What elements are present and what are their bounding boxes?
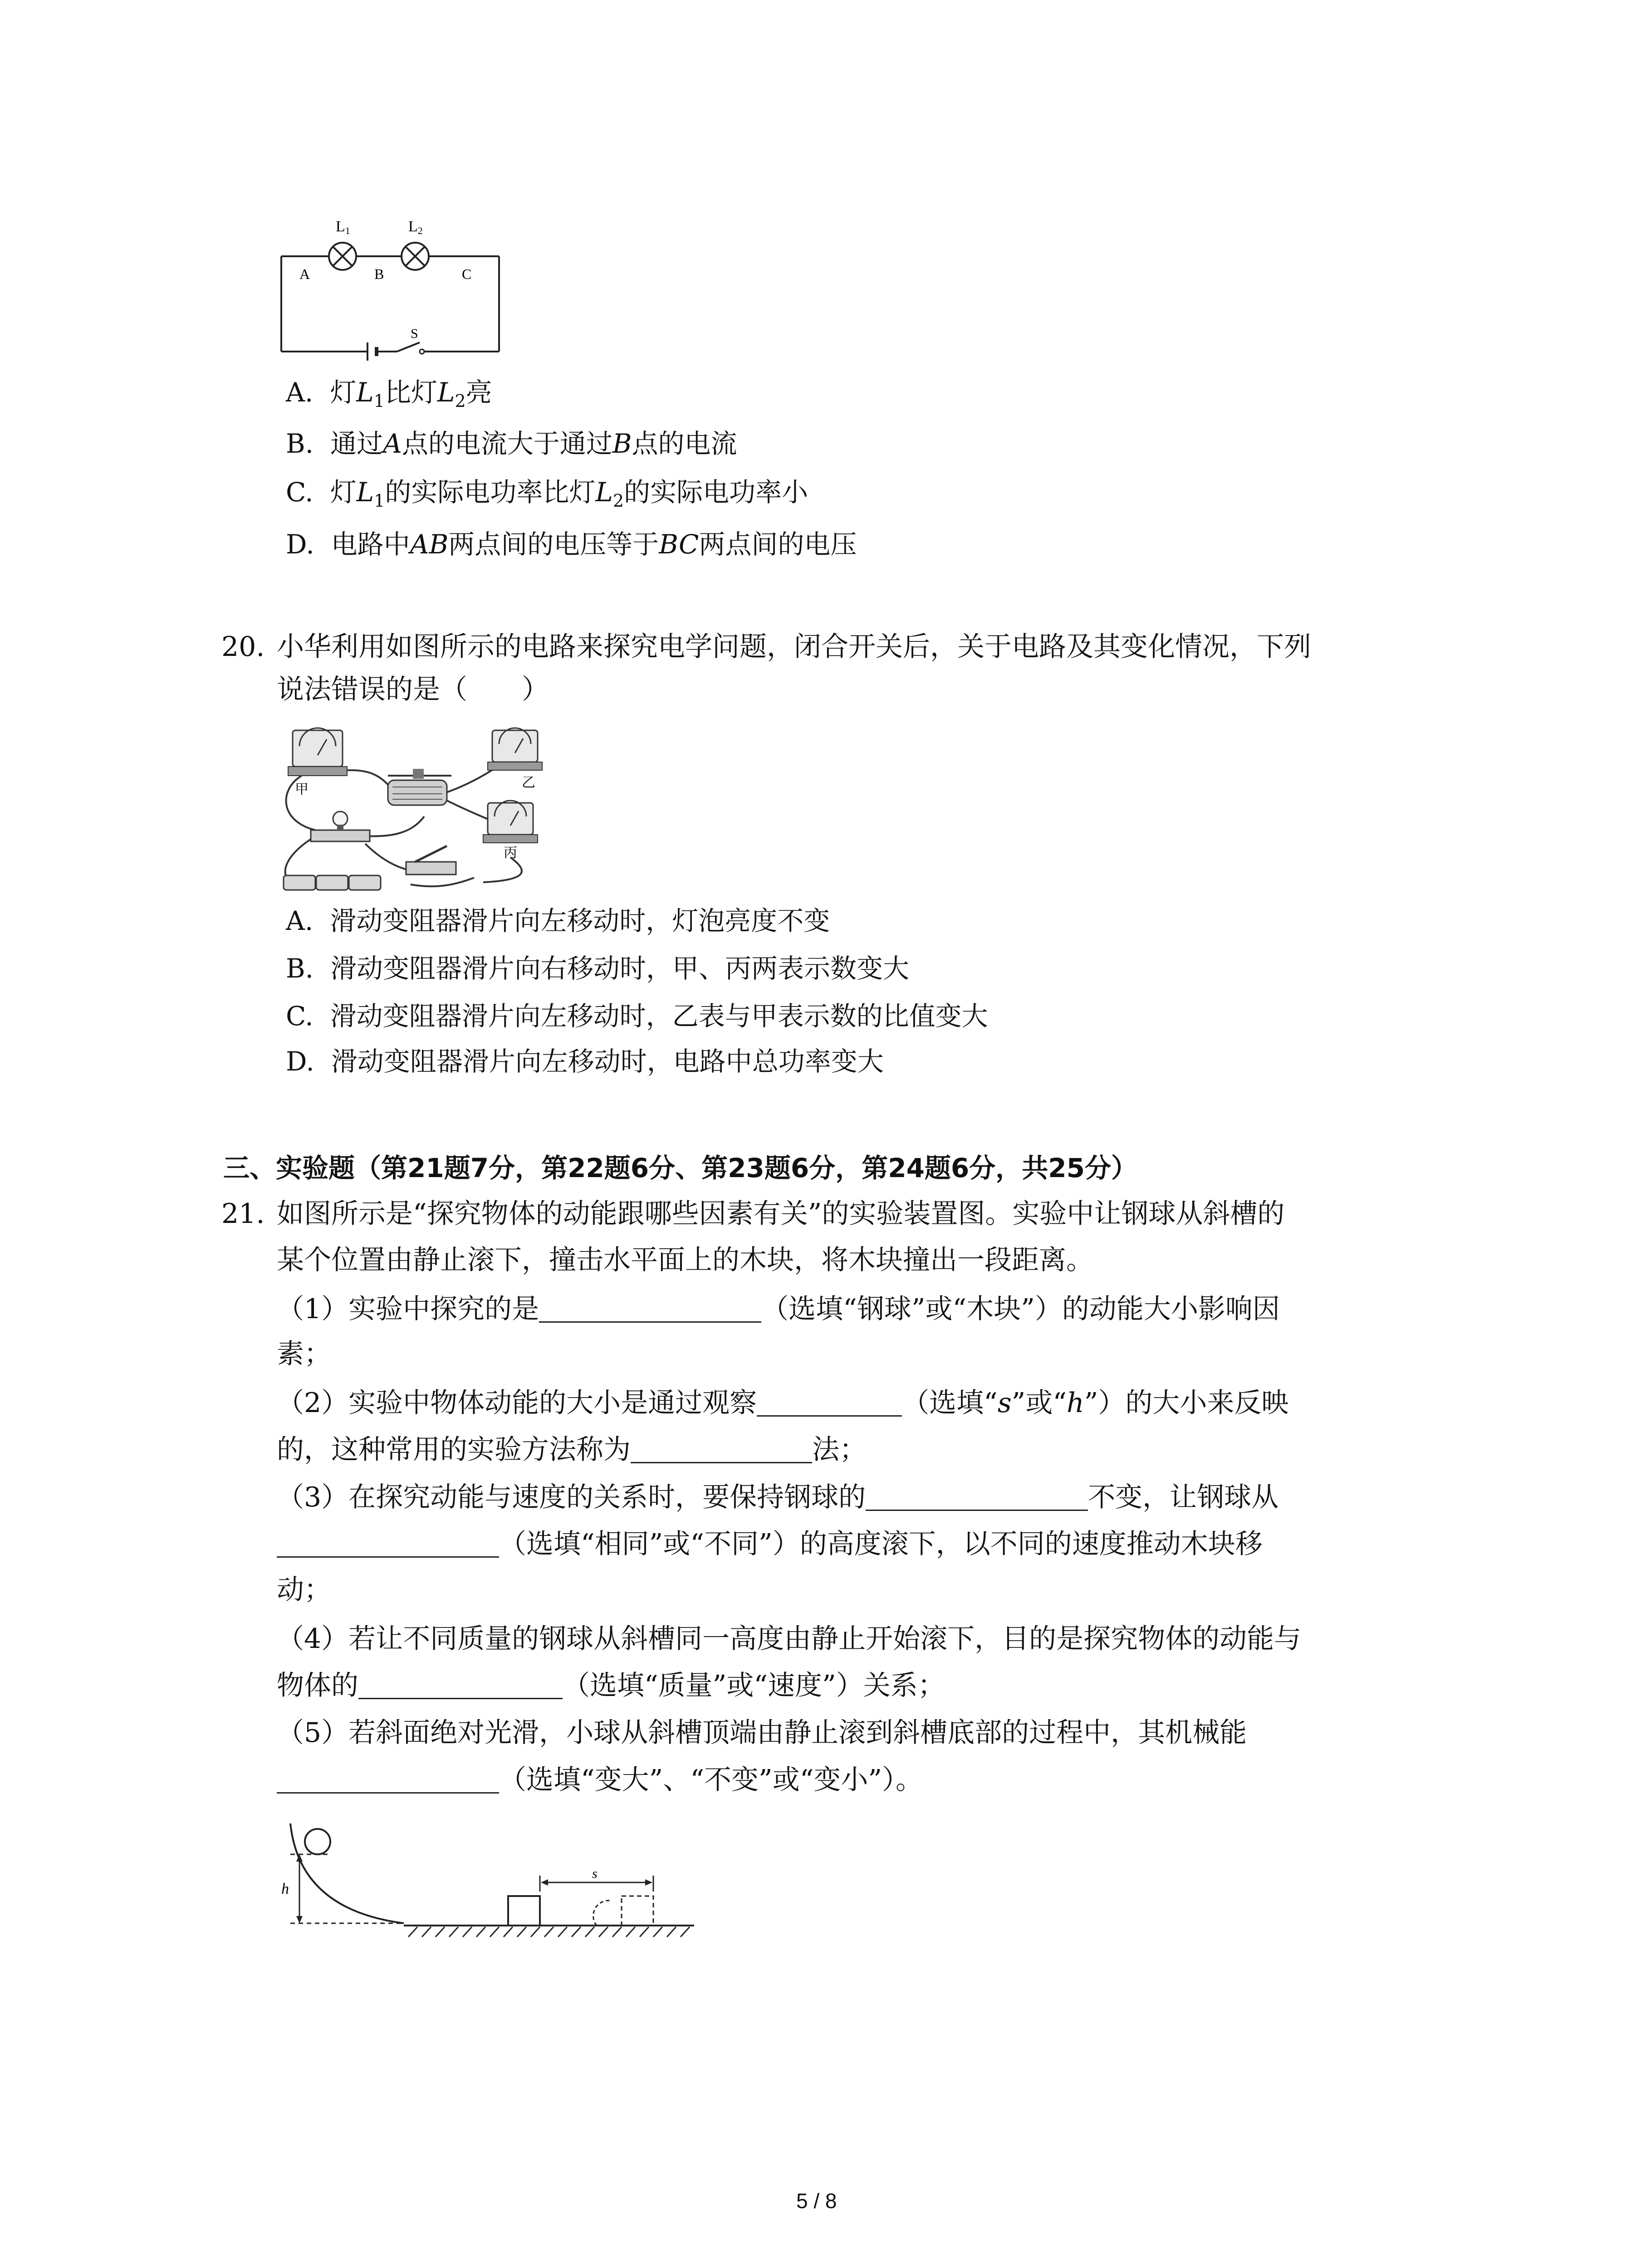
q21-blank-3[interactable]	[631, 1436, 812, 1463]
q20-stem-line2: 说法错误的是（ ）	[277, 674, 549, 705]
page-number: 5 / 8	[796, 2189, 837, 2213]
q21-stem-line1: 如图所示是“探究物体的动能跟哪些因素有关”的实验装置图。实验中让钢球从斜槽的	[277, 1198, 1285, 1230]
meter-jia	[288, 728, 347, 776]
lamp-l2	[402, 243, 429, 270]
q21-part2-line1: （2）实验中物体动能的大小是通过观察 （选填“s”或“h”）的大小来反映	[277, 1387, 1289, 1419]
q21-blank-4[interactable]	[866, 1483, 1088, 1511]
q21-blank-6[interactable]	[358, 1672, 563, 1699]
q20-option-b[interactable]: B. 滑动变阻器滑片向右移动时，甲、丙两表示数变大	[286, 953, 909, 984]
q21-blank-5[interactable]	[277, 1530, 499, 1558]
q21-number: 21.	[221, 1198, 265, 1230]
q21-part1-line1: （1）实验中探究的是 （选填“钢球”或“木块”）的动能大小影响因	[277, 1293, 1280, 1325]
q21-part3-line3: 动；	[277, 1574, 331, 1606]
steel-ball	[305, 1829, 330, 1854]
q21-part5-line1: （5）若斜面绝对光滑，小球从斜槽顶端由静止滚到斜槽底部的过程中，其机械能	[277, 1717, 1247, 1749]
meter-yi	[488, 728, 542, 770]
svg-text:乙: 乙	[522, 775, 535, 790]
label-s: S	[411, 326, 418, 341]
q20-option-a[interactable]: A. 滑动变阻器滑片向左移动时，灯泡亮度不变	[286, 905, 830, 936]
q21-blank-7[interactable]	[277, 1766, 499, 1794]
q21-part3-line1: （3）在探究动能与速度的关系时，要保持钢球的 不变，让钢球从	[277, 1481, 1279, 1513]
label-c: C	[462, 266, 472, 282]
lamp	[311, 811, 370, 841]
q20-option-d[interactable]: D. 滑动变阻器滑片向左移动时，电路中总功率变大	[286, 1046, 884, 1077]
kinetic-energy-apparatus	[272, 1814, 699, 1950]
q21-part5-line2: （选填“变大”、“不变”或“变小”）。	[277, 1766, 923, 1794]
wood-block	[508, 1896, 540, 1926]
q19-option-c[interactable]: C. 灯$L_1$的实际电功率比灯$L_2$的实际电功率小	[286, 477, 808, 511]
q21-part3-line2: （选填“相同”或“不同”）的高度滚下，以不同的速度推动木块移	[277, 1530, 1263, 1558]
series-circuit-diagram	[272, 213, 508, 363]
q21-blank-2[interactable]	[757, 1389, 902, 1417]
label-l1: L1	[336, 218, 350, 236]
rheostat	[388, 769, 451, 805]
q21-part4-line1: （4）若让不同质量的钢球从斜槽同一高度由静止开始滚下，目的是探究物体的动能与	[277, 1623, 1302, 1655]
lab-circuit-photo	[274, 721, 560, 894]
battery-pack	[284, 875, 381, 890]
q20-option-c[interactable]: C. 滑动变阻器滑片向左移动时，乙表与甲表示数的比值变大	[286, 1001, 988, 1031]
meter-bing	[483, 801, 538, 843]
q21-part2-line2: 的，这种常用的实验方法称为 法；	[277, 1434, 867, 1466]
switch	[406, 846, 456, 875]
section-heading: 三、实验题（第21题7分，第22题6分、第23题6分，第24题6分，共25分）	[223, 1153, 1137, 1183]
svg-text:丙: 丙	[504, 846, 517, 860]
svg-text:甲: 甲	[295, 782, 309, 797]
label-b: B	[374, 266, 384, 282]
q20-number: 20.	[221, 631, 265, 663]
q19-option-a[interactable]: A. 灯$L_1$比灯$L_2$亮	[286, 377, 492, 411]
label-a: A	[299, 266, 310, 282]
label-l2: L2	[408, 218, 423, 236]
lamp-l1	[329, 243, 356, 270]
q21-stem-line2: 某个位置由静止滚下，撞击水平面上的木块，将木块撞出一段距离。	[277, 1244, 1093, 1276]
q21-blank-1[interactable]	[539, 1295, 761, 1323]
label-h: h	[281, 1881, 289, 1897]
q19-option-d[interactable]: D. 电路中AB两点间的电压等于BC两点间的电压	[286, 529, 857, 560]
label-s: s	[592, 1866, 598, 1881]
q21-part1-line2: 素；	[277, 1338, 331, 1370]
q21-part4-line2: 物体的 （选填“质量”或“速度”）关系；	[277, 1670, 945, 1701]
q20-stem-line1: 小华利用如图所示的电路来探究电学问题，闭合开关后，关于电路及其变化情况，下列	[277, 631, 1311, 663]
q19-option-b[interactable]: B. 通过A点的电流大于通过B点的电流	[286, 428, 737, 459]
